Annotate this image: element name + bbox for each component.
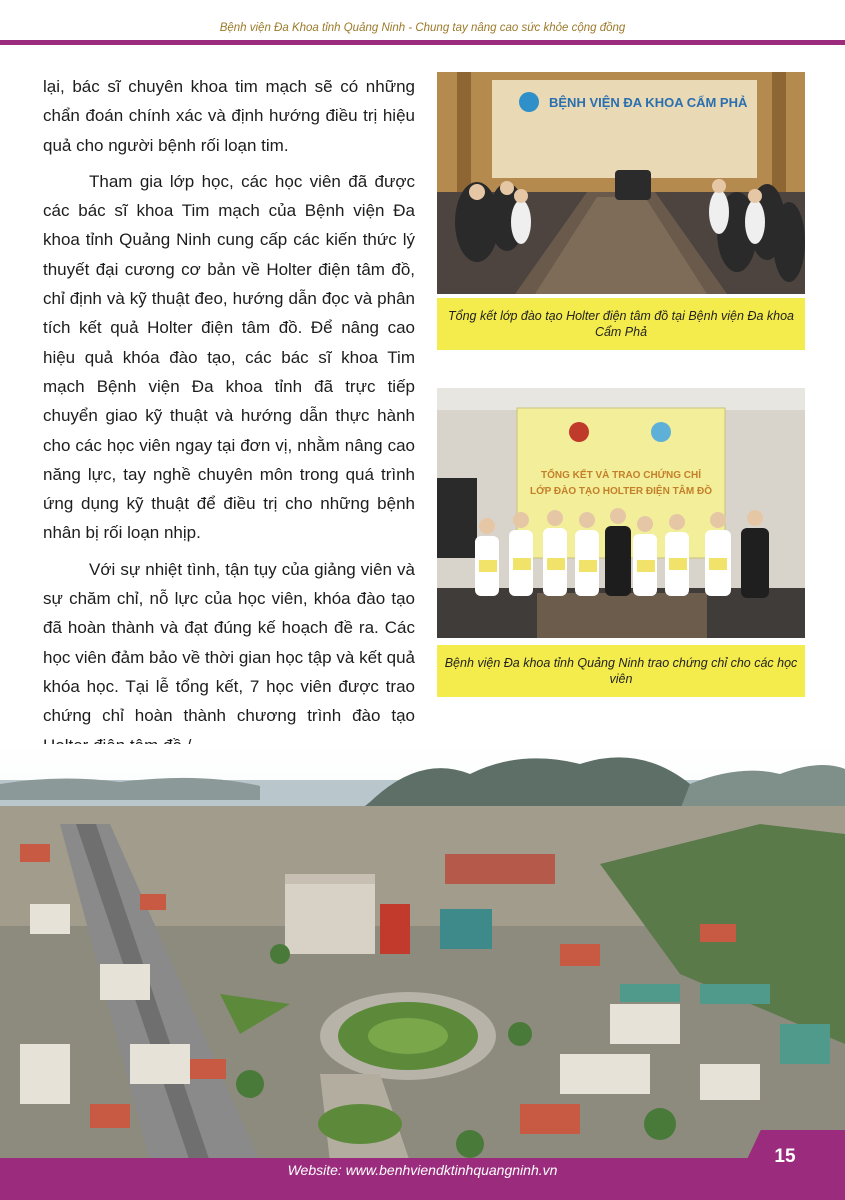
article-paragraph-3: Với sự nhiệt tình, tận tụy của giảng viên và sự chăm chỉ, nỗ lực của học viên, khóa đào tạo đã hoàn thành và đạt đúng kế hoạch đề ra. Các học viên đảm bảo về thời gian học tập và kết quả khóa học. Tại lễ tổng kết, 7 học viên được trao chứng chỉ hoàn thành chương trình đào tạo [43, 559, 415, 726]
screen-text-line-1: TỔNG KẾT VÀ TRAO CHỨNG CHỈ [541, 470, 701, 481]
hospital-sign-text: BỆNH VIỆN ĐA KHOA CẨM PHẢ [549, 95, 748, 110]
photo-certificate-ceremony [437, 388, 805, 638]
page-header [0, 0, 845, 46]
footer-website: Website: www.benhviendktinhquangninh.vn [287, 1162, 558, 1178]
running-title: Bệnh viện Đa Khoa tỉnh Quảng Ninh - Chung tay nâng cao sức khỏe cộng đồng [219, 22, 626, 34]
article-body [43, 72, 415, 767]
city-aerial-photo [0, 744, 845, 1162]
photo-meeting-room [437, 72, 805, 294]
photo-caption-2: Bệnh viện Đa khoa tỉnh Quảng Ninh trao chứng chỉ cho các học viên [437, 645, 805, 697]
screen-text-line-2: LỚP ĐÀO TẠO HOLTER ĐIỆN TÂM ĐỒ [529, 486, 713, 497]
article-paragraph-1: lại, bác sĩ chuyên khoa tim mạch sẽ có những chẩn đoán chính xác và định hướng điều trị hiệu quả cho người bệnh rối loạn tim. [43, 77, 415, 155]
header-rule [0, 40, 845, 45]
page-number: 15 [774, 1146, 796, 1167]
article-paragraph-2: Tham gia lớp học, các học viên đã được các bác sĩ khoa Tim mạch của Bệnh viện Đa khoa tỉnh Quảng Ninh cung cấp các kiến thức lý thuyết đại cương cơ bản về Holter điện tâm đồ, chỉ định và kỹ thuật đeo, hướng dẫn đọc và phân tích kết quả Holter điện tâm đồ. Để nâng cao hiệu quả khóa đào tạo, các bác sĩ khoa Tim mạch Bệnh viện Đa khoa tỉnh đã trực tiếp chuyển giao kỹ thuật và hướng dẫn thực hành cho các học viên ngay tại đơn vị, nhằm nâng cao năng lực, tay nghề chuyên môn trong quá trình ứng dụng kỹ thuật để điều trị cho những bệnh nhân bị rối loạn nhịp. [43, 171, 415, 543]
photo-caption-1: Tổng kết lớp đào tạo Holter điện tâm đồ tại Bệnh viện Đa khoa Cẩm Phả [437, 298, 805, 350]
